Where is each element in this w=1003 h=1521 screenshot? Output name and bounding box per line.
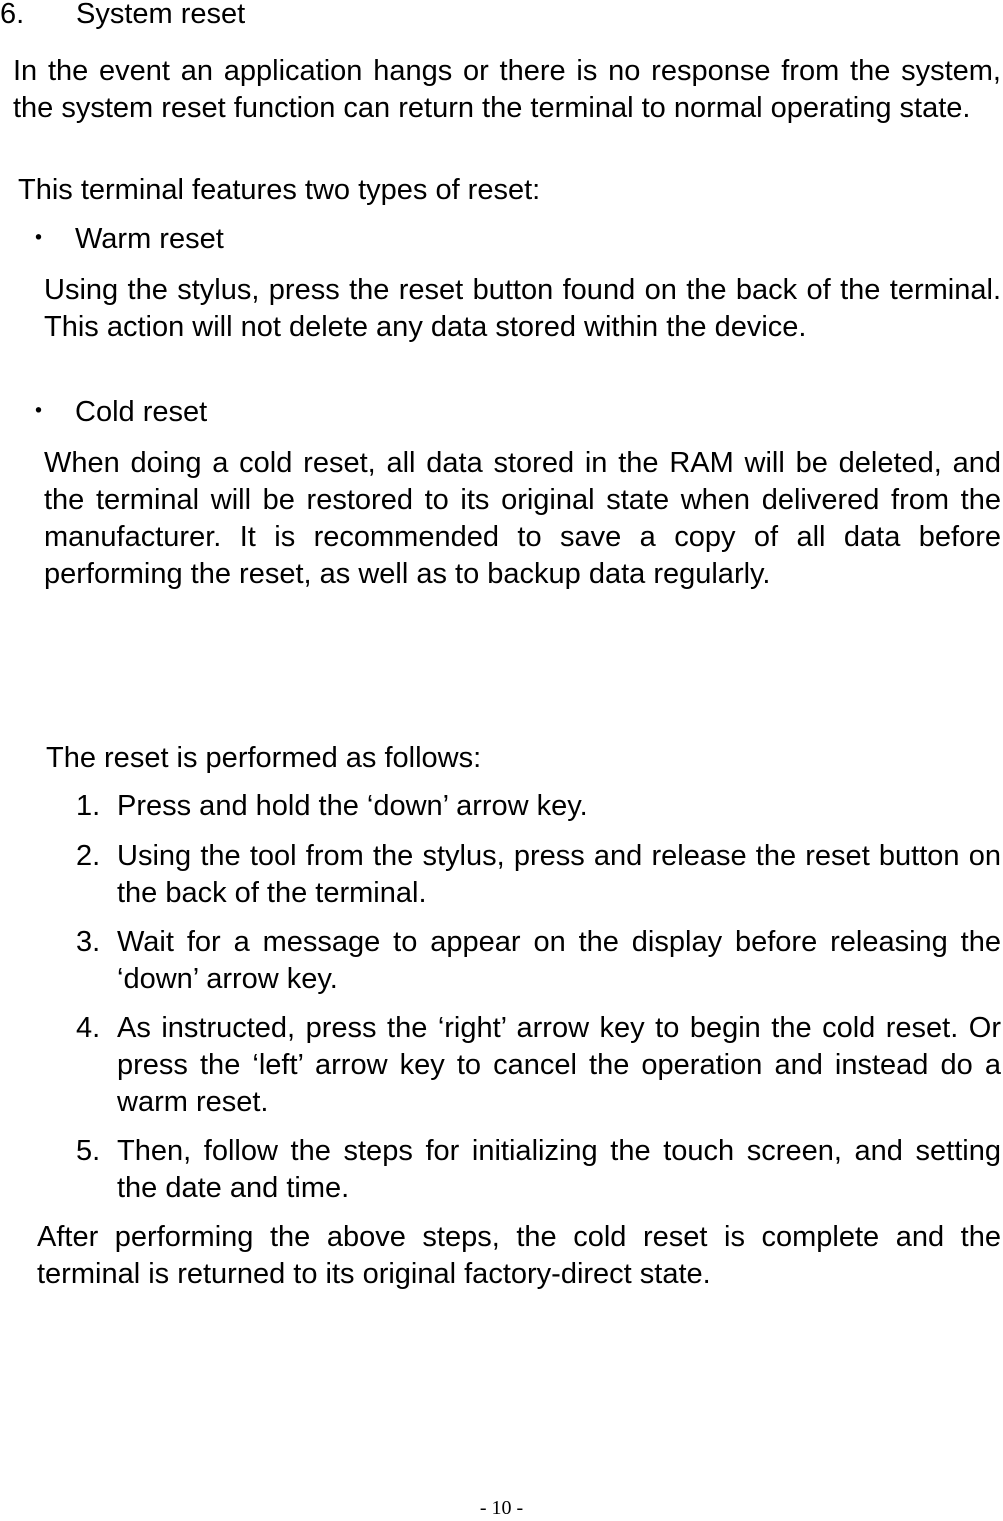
step-text: Using the tool from the stylus, press and release the reset button on the back of the terminal. bbox=[117, 840, 1001, 909]
bullet-marker: ・ bbox=[24, 396, 54, 428]
step-number: 5. bbox=[76, 1135, 101, 1167]
procedure-intro: The reset is performed as follows: bbox=[46, 742, 482, 774]
step-number: 3. bbox=[76, 926, 101, 958]
step-text: Wait for a message to appear on the display before releasing the ‘down’ arrow key. bbox=[117, 926, 1001, 995]
step-text: As instructed, press the ‘right’ arrow key to begin the cold reset. Or press the ‘left’ arrow key to cancel the operation and instead do a warm reset. bbox=[117, 1012, 1001, 1118]
step-text: Press and hold the ‘down’ arrow key. bbox=[117, 790, 588, 822]
warm-reset-text: Using the stylus, press the reset button found on the back of the terminal. This action will not delete any data stored within the device. bbox=[44, 274, 1001, 343]
step-text: Then, follow the steps for initializing the touch screen, and setting the date and time. bbox=[117, 1135, 1001, 1204]
bullet-marker: ・ bbox=[24, 223, 54, 255]
section-title: System reset bbox=[76, 0, 246, 30]
step-number: 1. bbox=[76, 790, 101, 822]
types-intro: This terminal features two types of reset: bbox=[18, 174, 541, 206]
step-number: 2. bbox=[76, 840, 101, 872]
cold-reset-text: When doing a cold reset, all data stored in the RAM will be deleted, and the terminal will be restored to its original state when delivered from the manufacturer. It is recommended to save a copy of all data before performing the reset, as well as to backup data regularly. bbox=[44, 447, 1001, 590]
warm-reset-label: Warm reset bbox=[75, 223, 224, 255]
section-number: 6. bbox=[0, 0, 25, 30]
conclusion-paragraph: After performing the above steps, the cold reset is complete and the terminal is returned to its original factory-direct state. bbox=[37, 1221, 1001, 1290]
cold-reset-label: Cold reset bbox=[75, 396, 208, 428]
step-number: 4. bbox=[76, 1012, 101, 1044]
page-number: - 10 - bbox=[479, 1497, 524, 1519]
intro-paragraph: In the event an application hangs or there is no response from the system, the system reset function can return the terminal to normal operating state. bbox=[13, 55, 1001, 124]
